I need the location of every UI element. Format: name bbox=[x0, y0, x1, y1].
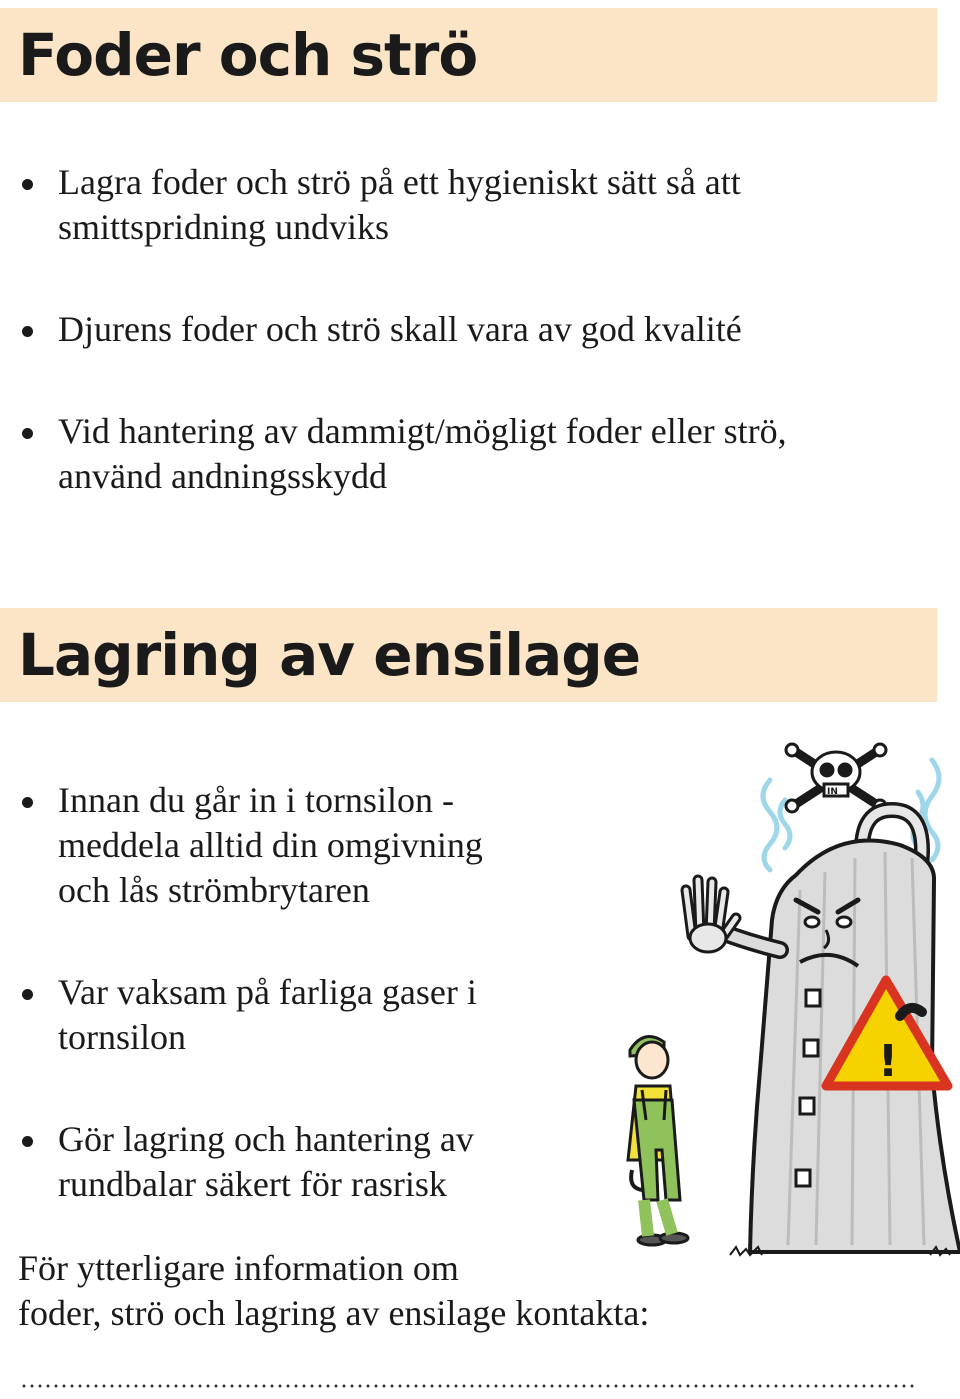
list-item-text: Djurens foder och strö skall vara av god kvalité bbox=[58, 309, 742, 349]
section-title: Foder och strö bbox=[18, 21, 478, 89]
contact-text bbox=[18, 1246, 778, 1336]
list-item-text: Innan du går in i tornsilon - bbox=[58, 780, 454, 820]
skull-label: IN bbox=[827, 787, 838, 797]
list-item-text: och lås strömbrytaren bbox=[58, 870, 370, 910]
farmer-figure bbox=[628, 1037, 688, 1245]
bullet-list bbox=[0, 778, 600, 1264]
section-header bbox=[0, 8, 937, 102]
contact-line: foder, strö och lagring av ensilage kontakta: bbox=[18, 1293, 650, 1333]
contact-fill-in-line bbox=[20, 1384, 915, 1388]
warning-mark: ! bbox=[878, 1036, 899, 1087]
list-item-text: Var vaksam på farliga gaser i bbox=[58, 972, 477, 1012]
contact-line: För ytterligare information om bbox=[18, 1248, 459, 1288]
list-item bbox=[0, 307, 930, 352]
list-item-text: rundbalar säkert för rasrisk bbox=[58, 1164, 447, 1204]
stop-hand-icon bbox=[686, 880, 780, 952]
list-item bbox=[0, 160, 930, 250]
list-item-text: Gör lagring och hantering av bbox=[58, 1119, 474, 1159]
list-item bbox=[0, 778, 600, 913]
list-item-text: Lagra foder och strö på ett hygieniskt sätt så att bbox=[58, 162, 741, 202]
list-item bbox=[0, 1117, 600, 1207]
bullet-list bbox=[0, 160, 930, 556]
list-item bbox=[0, 970, 600, 1060]
list-item-text: smittspridning undviks bbox=[58, 207, 390, 247]
skull-crossbones-icon bbox=[786, 744, 886, 812]
silo-illustration bbox=[600, 740, 960, 1280]
list-item-text: tornsilon bbox=[58, 1017, 187, 1057]
section-header bbox=[0, 608, 937, 702]
list-item-text: Vid hantering av dammigt/mögligt foder eller strö, bbox=[58, 411, 787, 451]
list-item-text: använd andningsskydd bbox=[58, 456, 387, 496]
section-title: Lagring av ensilage bbox=[18, 621, 641, 689]
list-item bbox=[0, 409, 930, 499]
list-item-text: meddela alltid din omgivning bbox=[58, 825, 483, 865]
